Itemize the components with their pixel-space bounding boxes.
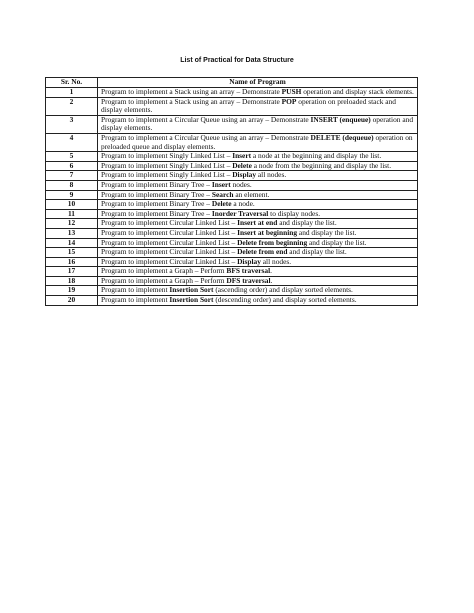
program-text: (descending order) and display sorted elements. <box>213 295 357 305</box>
serial-number-cell: 6 <box>46 161 98 171</box>
program-keyword: Delete <box>232 160 252 170</box>
program-keyword: Insert <box>232 151 252 161</box>
program-text: all nodes. <box>260 256 292 266</box>
program-keyword: Insert <box>211 179 231 189</box>
program-text: and display the list. <box>297 227 357 237</box>
program-keyword: BFS traversal <box>226 266 271 276</box>
program-text: operation on preloaded stack and display elements. <box>101 96 396 115</box>
serial-number-cell: 10 <box>46 200 98 210</box>
program-keyword: INSERT (enqueue) <box>310 114 371 124</box>
serial-number-cell: 12 <box>46 219 98 229</box>
program-text: to display nodes. <box>268 208 321 218</box>
program-text: Program to implement Circular Linked List – <box>101 247 238 257</box>
program-keyword: Insertion Sort <box>169 295 214 305</box>
program-text: Program to implement a Circular Queue using an array – Demonstrate <box>101 114 311 124</box>
program-text: Program to implement Binary Tree – <box>101 189 212 199</box>
serial-number-cell: 17 <box>46 267 98 277</box>
program-keyword: Delete from end <box>237 247 288 257</box>
program-name-cell <box>98 296 418 306</box>
program-name-cell <box>98 133 418 151</box>
program-text: and display the list. <box>277 218 337 228</box>
serial-number-cell: 16 <box>46 257 98 267</box>
serial-number-cell: 2 <box>46 97 98 115</box>
serial-number-cell: 13 <box>46 228 98 238</box>
program-keyword: Inorder Traversal <box>211 208 269 218</box>
program-keyword: Search <box>211 189 234 199</box>
program-keyword: Insertion Sort <box>169 285 214 295</box>
program-keyword: Display <box>232 170 257 180</box>
program-text: a node at the beginning and display the list. <box>251 151 382 161</box>
program-text: nodes. <box>230 179 252 189</box>
program-text: Program to implement Binary Tree – <box>101 199 212 209</box>
program-text: Program to implement Binary Tree – <box>101 179 212 189</box>
document-title: List of Practical for Data Structure <box>180 57 294 64</box>
serial-number-cell: 19 <box>46 286 98 296</box>
program-text: Program to implement a Stack using an array – Demonstrate <box>101 87 282 96</box>
program-keyword: PUSH <box>281 87 302 96</box>
program-text: Program to implement Circular Linked List – <box>101 237 238 247</box>
program-keyword: POP <box>281 96 297 106</box>
program-text: an element. <box>233 189 270 199</box>
practical-list-table <box>45 77 418 306</box>
program-text: Program to implement Binary Tree – <box>101 208 212 218</box>
program-text: Program to implement Singly Linked List – <box>101 170 233 180</box>
program-text: Program to implement Circular Linked List – <box>101 227 238 237</box>
program-text: . <box>270 266 272 276</box>
program-text: Program to implement a Stack using an array – Demonstrate <box>101 96 282 106</box>
program-text: operation and display stack elements. <box>301 87 414 96</box>
program-name-cell <box>98 97 418 115</box>
program-text: Program to implement <box>101 285 170 295</box>
serial-number-cell: 1 <box>46 88 98 98</box>
serial-number-cell: 20 <box>46 296 98 306</box>
program-keyword: Insert at beginning <box>237 227 298 237</box>
program-keyword: DFS traversal <box>226 275 271 285</box>
program-text: operation and display elements. <box>101 114 414 133</box>
serial-number-cell: 3 <box>46 115 98 133</box>
table-row <box>46 115 418 133</box>
table-row <box>46 97 418 115</box>
table-body <box>46 88 418 306</box>
program-text: operation on preloaded queue and display elements. <box>101 132 413 151</box>
program-text: all nodes. <box>256 170 287 180</box>
serial-number-cell: 9 <box>46 190 98 200</box>
serial-number-cell: 18 <box>46 276 98 286</box>
program-text: . <box>270 275 273 285</box>
serial-number-cell: 8 <box>46 180 98 190</box>
serial-number-cell: 15 <box>46 248 98 258</box>
serial-number-cell: 14 <box>46 238 98 248</box>
program-text: and display the list. <box>287 247 347 257</box>
serial-number-cell: 11 <box>46 209 98 219</box>
program-text: Program to implement Circular Linked List – <box>101 218 238 228</box>
program-text: Program to implement Singly Linked List – <box>101 151 233 161</box>
table-row <box>46 133 418 151</box>
program-text: a node. <box>231 199 255 209</box>
program-keyword: DELETE (dequeue) <box>310 132 374 142</box>
program-keyword: Display <box>237 256 261 266</box>
table-row <box>46 296 418 306</box>
program-text: (ascending order) and display sorted elements. <box>213 285 353 295</box>
program-text: and display the list. <box>307 237 367 247</box>
serial-number-cell: 5 <box>46 152 98 162</box>
program-text: a node from the beginning and display the list. <box>251 160 392 170</box>
program-text: Program to implement Singly Linked List – <box>101 160 233 170</box>
program-text: Program to implement <box>101 295 170 305</box>
program-text: Program to implement Circular Linked List – <box>101 256 238 266</box>
program-name-cell <box>98 115 418 133</box>
column-header-program-name: Name of Program <box>98 78 418 88</box>
program-keyword: Insert at end <box>237 218 278 228</box>
program-text: Program to implement a Graph – Perform <box>101 275 227 285</box>
serial-number-cell: 7 <box>46 171 98 181</box>
program-keyword: Delete from beginning <box>237 237 308 247</box>
serial-number-cell: 4 <box>46 133 98 151</box>
program-text: Program to implement a Graph – Perform <box>101 266 227 276</box>
program-keyword: Delete <box>211 199 232 209</box>
program-text: Program to implement a Circular Queue using an array – Demonstrate <box>101 132 311 142</box>
column-header-sr-no: Sr. No. <box>46 78 98 88</box>
table-header-row <box>46 78 418 88</box>
